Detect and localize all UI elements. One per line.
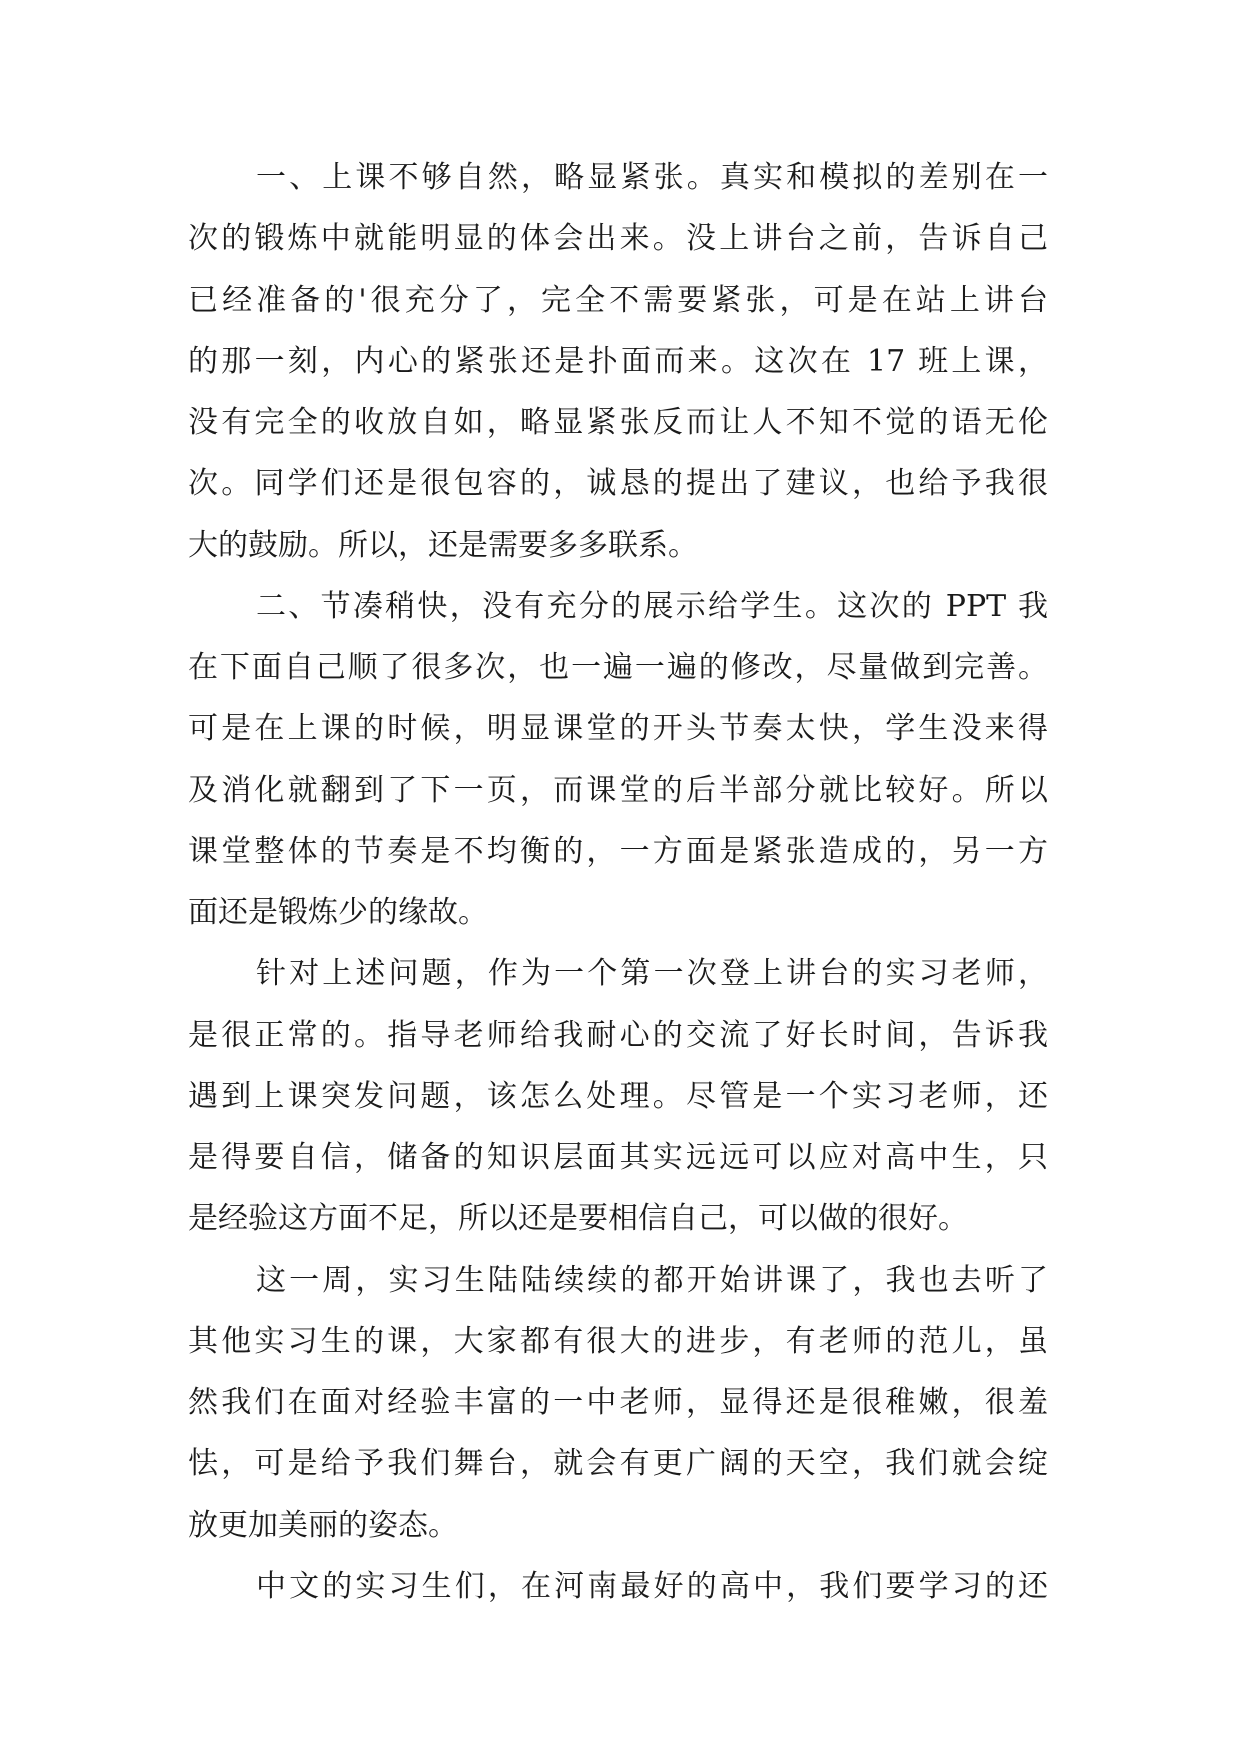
text-line: 在下面自己顺了很多次，也一遍一遍的修改，尽量做到完善。 bbox=[188, 650, 1048, 685]
paragraph-5 bbox=[188, 1567, 1048, 1628]
text-line: 大的鼓励。所以，还是需要多多联系。 bbox=[188, 527, 698, 563]
text-line: 已经准备的'很充分了，完全不需要紧张，可是在站上讲台 bbox=[188, 282, 1048, 318]
text-line: 针对上述问题，作为一个第一次登上讲台的实习老师， bbox=[256, 956, 1048, 992]
paragraph-4 bbox=[188, 1261, 1048, 1567]
text-line: 次。同学们还是很包容的，诚恳的提出了建议，也给予我很 bbox=[188, 466, 1048, 502]
text-line: 这一周，实习生陆陆续续的都开始讲课了，我也去听了 bbox=[256, 1262, 1048, 1298]
text-line: 一、上课不够自然，略显紧张。真实和模拟的差别在一 bbox=[256, 160, 1048, 195]
paragraph-1 bbox=[188, 158, 1048, 587]
paragraph-2 bbox=[188, 587, 1048, 955]
text-line: 遇到上课突发问题，该怎么处理。尽管是一个实习老师，还 bbox=[188, 1078, 1048, 1114]
text-line: 没有完全的收放自如，略显紧张反而让人不知不觉的语无伦 bbox=[188, 405, 1048, 440]
text-line: 是得要自信，储备的知识层面其实远远可以应对高中生，只 bbox=[188, 1140, 1048, 1175]
text-line: 怯，可是给予我们舞台，就会有更广阔的天空，我们就会绽 bbox=[188, 1446, 1048, 1482]
text-line: 面还是锻炼少的缘故。 bbox=[188, 895, 488, 930]
text-line: 其他实习生的课，大家都有很大的进步，有老师的范儿，虽 bbox=[188, 1323, 1048, 1359]
text-line: 的那一刻，内心的紧张还是扑面而来。这次在 17 班上课， bbox=[188, 343, 1048, 379]
text-line: 次的锻炼中就能明显的体会出来。没上讲台之前，告诉自己 bbox=[188, 221, 1048, 257]
text-line: 然我们在面对经验丰富的一中老师，显得还是很稚嫩，很羞 bbox=[188, 1385, 1048, 1420]
text-line: 中文的实习生们，在河南最好的高中，我们要学习的还 bbox=[256, 1568, 1048, 1604]
text-line: 是很正常的。指导老师给我耐心的交流了好长时间，告诉我 bbox=[188, 1017, 1048, 1053]
text-line: 及消化就翻到了下一页，而课堂的后半部分就比较好。所以 bbox=[188, 772, 1048, 808]
text-line: 可是在上课的时候，明显课堂的开头节奏太快，学生没来得 bbox=[188, 711, 1048, 747]
text-line: 课堂整体的节奏是不均衡的，一方面是紧张造成的，另一方 bbox=[188, 833, 1048, 869]
document-body bbox=[188, 158, 1048, 1628]
paragraph-3 bbox=[188, 954, 1048, 1260]
text-line: 是经验这方面不足，所以还是要相信自己，可以做的很好。 bbox=[188, 1201, 968, 1237]
text-line: 放更加美丽的姿态。 bbox=[188, 1507, 458, 1543]
text-line: 二、节凑稍快，没有充分的展示给学生。这次的 PPT 我 bbox=[256, 588, 1048, 624]
